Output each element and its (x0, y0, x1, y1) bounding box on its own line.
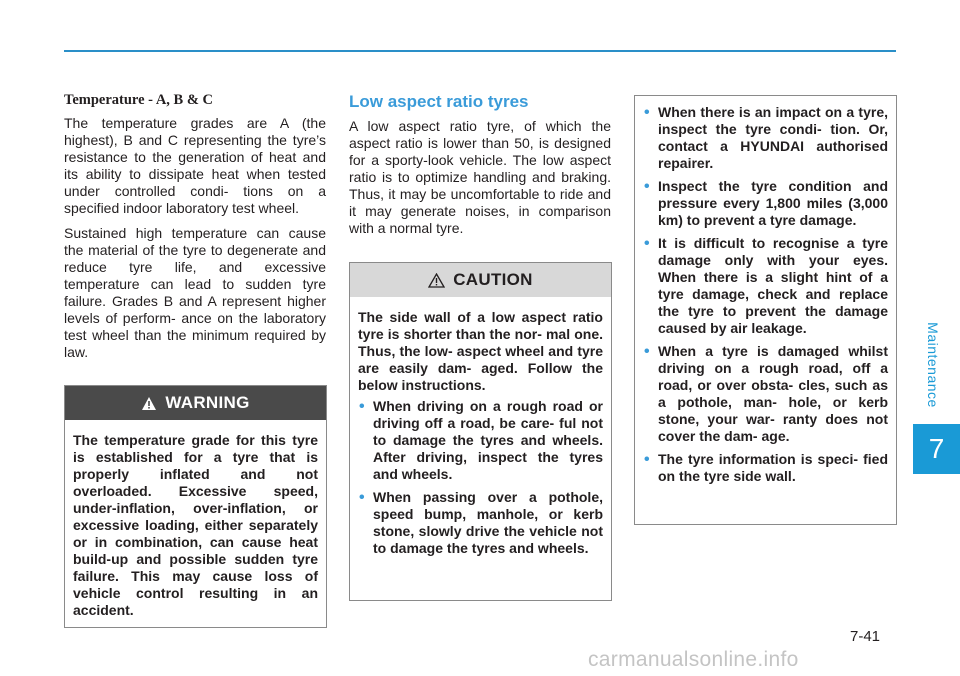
temperature-heading: Temperature - A, B & C (64, 92, 214, 108)
warning-title: WARNING (165, 393, 250, 412)
low-aspect-heading: Low aspect ratio tyres (349, 92, 529, 111)
page-number: 7-41 (850, 628, 881, 645)
right-bullet: • Inspect the tyre condition and pressure every 1,800 miles (3,000 km) to prevent a tyre damage. (643, 178, 888, 229)
caution-intro: The side wall of a low aspect ratio tyre is shorter than the nor- mal one. Thus, the low- aspect wheel and tyre are easily dam- aged. Follow the below instructions. (358, 309, 603, 393)
caution-box (349, 262, 612, 601)
chapter-side-label: Maintenance (925, 322, 941, 408)
caution-icon (428, 273, 445, 288)
right-bullet: • When a tyre is damaged whilst driving on a rough road, off a road, or over obsta- cles, such as a pothole, man- hole, or kerb stone, your war- ranty does not cover the dam- age. (643, 343, 888, 445)
temperature-paragraph-1: The temperature grades are A (the highest), B and C representing the tyre’s resistance to the generation of heat and its ability to dissipate heat when tested under controlled condi- tions on a specified indoor laboratory test wheel. (64, 115, 326, 216)
caution-bullet-list (358, 398, 603, 557)
chapter-number-tab: 7 (913, 424, 960, 474)
right-bullet: • It is difficult to recognise a tyre damage only with your eyes. When there is a slight hint of a tyre damage, check and replace the tyre to prevent the damage caused by air leakage. (643, 235, 888, 337)
middle-column (349, 92, 611, 245)
left-column (64, 92, 326, 369)
right-box-body (635, 96, 896, 485)
right-caution-continued-box (634, 95, 897, 525)
temperature-paragraph-2: Sustained high temperature can cause the material of the tyre to degenerate and reduce tyre life, and excessive temperature can lead to sudden tyre failure. Grades B and A represent higher levels of perform- ance on the laboratory test wheel than the minimum required by law. (64, 225, 326, 360)
right-bullet: • The tyre information is speci- fied on the tyre side wall. (643, 451, 888, 485)
warning-header (65, 386, 326, 420)
caution-bullet: • When passing over a pothole, speed bump, manhole, or kerb stone, slowly drive the vehicle not to damage the tyres and wheels. (358, 489, 603, 557)
watermark: carmanualsonline.info (588, 648, 799, 671)
right-bullet: • When there is an impact on a tyre, inspect the tyre condi- tion. Or, contact a HYUNDAI authorised repairer. (643, 104, 888, 172)
caution-header (350, 263, 611, 297)
caution-title: CAUTION (453, 270, 533, 289)
top-rule (64, 50, 896, 52)
right-bullet-list (643, 104, 888, 485)
warning-icon (141, 396, 157, 411)
warning-body (65, 420, 326, 619)
low-aspect-paragraph: A low aspect ratio tyre, of which the aspect ratio is lower than 50, is designed for a sporty-look vehicle. The low aspect ratio is to optimize handling and braking. Thus, it may be uncomfortable to ride and it may generate noises, in comparison with a normal tyre. (349, 118, 611, 236)
warning-text: The temperature grade for this tyre is established for a tyre that is properly inflated and not overloaded. Excessive speed, under-inflation, over-inflation, or excessive loading, either separately or in combination, can cause heat build-up and possible sudden tyre failure. This may cause loss of vehicle control resulting in an accident. (73, 432, 318, 618)
warning-box (64, 385, 327, 628)
caution-body (350, 297, 611, 557)
caution-bullet: • When driving on a rough road or driving off a road, be care- ful not to damage the tyres and wheels. After driving, inspect the tyres and wheels. (358, 398, 603, 483)
